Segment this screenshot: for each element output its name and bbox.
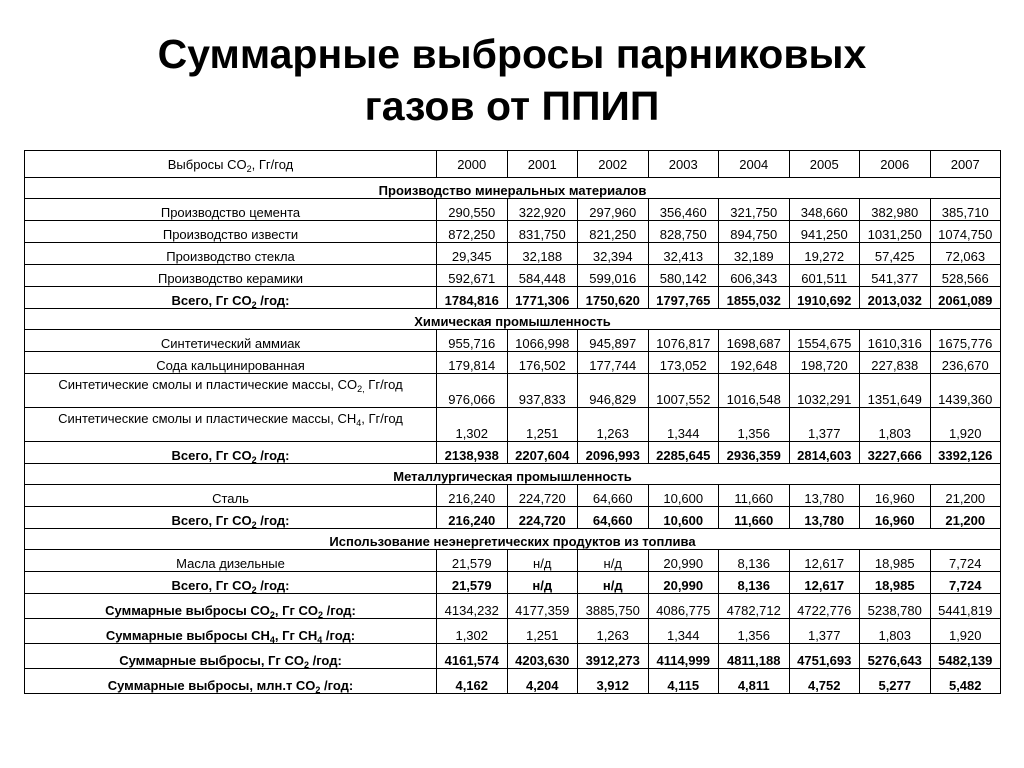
summary-value: 1,377	[789, 619, 860, 644]
total-value: 18,985	[860, 572, 931, 594]
total-row	[25, 572, 1001, 594]
value-cell: 976,066	[437, 374, 508, 408]
subscript: 2	[318, 610, 324, 619]
summary-value: 5441,819	[930, 594, 1001, 619]
summary-value: 4114,999	[648, 644, 719, 669]
subscript: 4	[356, 418, 362, 428]
summary-value: 1,344	[648, 619, 719, 644]
total-value: 64,660	[578, 507, 649, 529]
total-value: н/д	[578, 572, 649, 594]
total-value: 1771,306	[507, 287, 578, 309]
subscript: 4	[317, 635, 323, 644]
row-label: Сталь	[25, 485, 437, 507]
summary-value: 4134,232	[437, 594, 508, 619]
summary-value: 1,803	[860, 619, 931, 644]
label-text: /год:	[320, 678, 354, 693]
total-value: 1855,032	[719, 287, 790, 309]
value-cell: 19,272	[789, 243, 860, 265]
slide-title	[0, 28, 1024, 132]
total-value: н/д	[507, 572, 578, 594]
total-value: 20,990	[648, 572, 719, 594]
summary-value: 5276,643	[860, 644, 931, 669]
subscript: 2	[315, 685, 321, 694]
summary-value: 5482,139	[930, 644, 1001, 669]
label-text: Синтетические смолы и пластические массы, CO	[58, 377, 358, 392]
total-value: 7,724	[930, 572, 1001, 594]
label-text: , Гг CH	[274, 628, 318, 643]
subscript: 2	[246, 163, 252, 174]
row-label	[25, 408, 437, 442]
section-title: Производство минеральных материалов	[25, 178, 1001, 199]
row-label: Сода кальцинированная	[25, 352, 437, 374]
value-cell: 1,344	[648, 408, 719, 442]
year-header: 2007	[930, 151, 1001, 178]
row-label: Производство керамики	[25, 265, 437, 287]
section-row	[25, 178, 1001, 199]
value-cell: 16,960	[860, 485, 931, 507]
summary-value: 1,356	[719, 619, 790, 644]
total-value: 3227,666	[860, 442, 931, 464]
value-cell: 290,550	[437, 199, 508, 221]
value-cell: 382,980	[860, 199, 931, 221]
value-cell: 937,833	[507, 374, 578, 408]
value-cell: 18,985	[860, 550, 931, 572]
value-cell: 224,720	[507, 485, 578, 507]
value-cell: 179,814	[437, 352, 508, 374]
value-cell: 606,343	[719, 265, 790, 287]
value-cell: 599,016	[578, 265, 649, 287]
value-cell: 541,377	[860, 265, 931, 287]
total-value: 1750,620	[578, 287, 649, 309]
row-label: Производство извести	[25, 221, 437, 243]
value-cell: 356,460	[648, 199, 719, 221]
label-text: Всего, Гг CO	[171, 578, 252, 593]
value-cell: 72,063	[930, 243, 1001, 265]
value-cell: 894,750	[719, 221, 790, 243]
summary-value: 1,263	[578, 619, 649, 644]
value-cell: 32,188	[507, 243, 578, 265]
value-cell: 528,566	[930, 265, 1001, 287]
value-cell: 176,502	[507, 352, 578, 374]
label-text: Гг/год	[364, 377, 403, 392]
row-label: Производство стекла	[25, 243, 437, 265]
value-cell: 1,251	[507, 408, 578, 442]
value-cell: 227,838	[860, 352, 931, 374]
table-row	[25, 408, 1001, 442]
subscript: 4	[269, 635, 275, 644]
section-row	[25, 309, 1001, 330]
value-cell: 1,263	[578, 408, 649, 442]
total-label	[25, 287, 437, 309]
value-cell: н/д	[507, 550, 578, 572]
value-cell: 1,920	[930, 408, 1001, 442]
value-cell: 20,990	[648, 550, 719, 572]
value-cell: 1007,552	[648, 374, 719, 408]
value-cell: 11,660	[719, 485, 790, 507]
value-cell: 941,250	[789, 221, 860, 243]
summary-row	[25, 644, 1001, 669]
total-value: 21,579	[437, 572, 508, 594]
value-cell: 13,780	[789, 485, 860, 507]
total-label	[25, 507, 437, 529]
summary-value: 1,251	[507, 619, 578, 644]
summary-value: 4203,630	[507, 644, 578, 669]
table-row	[25, 243, 1001, 265]
total-value: 13,780	[789, 507, 860, 529]
row-label: Масла дизельные	[25, 550, 437, 572]
section-title: Металлургическая промышленность	[25, 464, 1001, 485]
summary-value: 4,204	[507, 669, 578, 694]
value-cell: 385,710	[930, 199, 1001, 221]
value-cell: 955,716	[437, 330, 508, 352]
summary-value: 4177,359	[507, 594, 578, 619]
total-value: 21,200	[930, 507, 1001, 529]
label-text: , Гг/год	[251, 156, 294, 172]
value-cell: 32,189	[719, 243, 790, 265]
label-text: Выбросы CO	[167, 156, 247, 172]
value-cell: 10,600	[648, 485, 719, 507]
table-row	[25, 330, 1001, 352]
value-cell: 1698,687	[719, 330, 790, 352]
value-cell: 1,302	[437, 408, 508, 442]
total-row	[25, 442, 1001, 464]
table-row	[25, 485, 1001, 507]
total-value: 16,960	[860, 507, 931, 529]
value-cell: 831,750	[507, 221, 578, 243]
value-cell: 29,345	[437, 243, 508, 265]
total-value: 2013,032	[860, 287, 931, 309]
subscript: 2	[251, 585, 257, 594]
summary-value: 5,277	[860, 669, 931, 694]
row-label: Синтетический аммиак	[25, 330, 437, 352]
table-row	[25, 352, 1001, 374]
total-value: 2061,089	[930, 287, 1001, 309]
label-text: Всего, Гг CO	[171, 448, 252, 463]
subscript: 2	[251, 300, 257, 309]
value-cell: 1016,548	[719, 374, 790, 408]
section-row	[25, 464, 1001, 485]
value-cell: 12,617	[789, 550, 860, 572]
summary-value: 5238,780	[860, 594, 931, 619]
value-cell: 1076,817	[648, 330, 719, 352]
value-cell: 321,750	[719, 199, 790, 221]
value-cell: 32,413	[648, 243, 719, 265]
summary-value: 3885,750	[578, 594, 649, 619]
year-header: 2002	[578, 151, 649, 178]
summary-value: 1,302	[437, 619, 508, 644]
value-cell: 1554,675	[789, 330, 860, 352]
label-text: Всего, Гг CO	[171, 293, 252, 308]
year-header: 2005	[789, 151, 860, 178]
value-cell: 198,720	[789, 352, 860, 374]
total-value: 8,136	[719, 572, 790, 594]
row-label	[25, 374, 437, 408]
section-row	[25, 529, 1001, 550]
table-row	[25, 199, 1001, 221]
value-cell: 945,897	[578, 330, 649, 352]
summary-value: 4,115	[648, 669, 719, 694]
total-value: 2285,645	[648, 442, 719, 464]
summary-value: 4751,693	[789, 644, 860, 669]
summary-value: 4811,188	[719, 644, 790, 669]
label-text: /год:	[256, 448, 290, 463]
value-cell: 64,660	[578, 485, 649, 507]
summary-value: 4,752	[789, 669, 860, 694]
value-cell: 592,671	[437, 265, 508, 287]
summary-value: 4782,712	[719, 594, 790, 619]
value-cell: 1,803	[860, 408, 931, 442]
total-value: 216,240	[437, 507, 508, 529]
table-row	[25, 221, 1001, 243]
value-cell: 322,920	[507, 199, 578, 221]
section-title: Химическая промышленность	[25, 309, 1001, 330]
summary-value: 4086,775	[648, 594, 719, 619]
summary-row	[25, 619, 1001, 644]
title-line-2: газов от ППИП	[364, 83, 660, 129]
year-header: 2001	[507, 151, 578, 178]
total-value: 1910,692	[789, 287, 860, 309]
total-value: 2207,604	[507, 442, 578, 464]
label-text: /год:	[308, 653, 342, 668]
summary-label	[25, 644, 437, 669]
label-text: , Гг/год	[361, 411, 403, 426]
value-cell: 173,052	[648, 352, 719, 374]
value-cell: 1,356	[719, 408, 790, 442]
summary-value: 3912,273	[578, 644, 649, 669]
total-value: 2936,359	[719, 442, 790, 464]
value-cell: 1351,649	[860, 374, 931, 408]
emissions-table	[24, 150, 1001, 694]
label-text: /год:	[256, 578, 290, 593]
value-cell: 21,579	[437, 550, 508, 572]
year-header: 2003	[648, 151, 719, 178]
table-row	[25, 550, 1001, 572]
value-cell: 584,448	[507, 265, 578, 287]
year-header: 2004	[719, 151, 790, 178]
value-cell: 1066,998	[507, 330, 578, 352]
value-cell: 21,200	[930, 485, 1001, 507]
summary-value: 4,162	[437, 669, 508, 694]
value-cell: 580,142	[648, 265, 719, 287]
row-label: Производство цемента	[25, 199, 437, 221]
subscript: 2,	[357, 384, 365, 394]
total-value: 12,617	[789, 572, 860, 594]
total-value: 1784,816	[437, 287, 508, 309]
label-text: /год:	[323, 603, 356, 618]
total-value: 2138,938	[437, 442, 508, 464]
table-row	[25, 265, 1001, 287]
table-header-row	[25, 151, 1001, 178]
value-cell: 7,724	[930, 550, 1001, 572]
value-cell: 57,425	[860, 243, 931, 265]
year-header: 2006	[860, 151, 931, 178]
label-text: /год:	[256, 293, 290, 308]
summary-value: 4722,776	[789, 594, 860, 619]
total-value: 2096,993	[578, 442, 649, 464]
label-text: Суммарные выбросы CO	[105, 603, 270, 618]
total-value: 1797,765	[648, 287, 719, 309]
summary-value: 4161,574	[437, 644, 508, 669]
value-cell: 1610,316	[860, 330, 931, 352]
value-cell: 1675,776	[930, 330, 1001, 352]
summary-value: 5,482	[930, 669, 1001, 694]
summary-label	[25, 619, 437, 644]
year-header: 2000	[437, 151, 508, 178]
subscript: 2	[303, 660, 309, 669]
summary-row	[25, 594, 1001, 619]
label-text: Синтетические смолы и пластические массы, CH	[58, 411, 357, 426]
title-line-1: Суммарные выбросы парниковых	[157, 31, 867, 77]
subscript: 2	[251, 520, 257, 529]
table-body	[25, 151, 1001, 694]
value-cell: 8,136	[719, 550, 790, 572]
label-text: , Гг CO	[274, 603, 319, 618]
value-cell: 1032,291	[789, 374, 860, 408]
subscript: 2	[251, 455, 257, 464]
value-cell: 601,511	[789, 265, 860, 287]
total-value: 2814,603	[789, 442, 860, 464]
value-cell: 828,750	[648, 221, 719, 243]
label-text: Суммарные выбросы CH	[105, 628, 270, 643]
summary-row	[25, 669, 1001, 694]
value-cell: 946,829	[578, 374, 649, 408]
total-value: 224,720	[507, 507, 578, 529]
label-text: /год:	[256, 513, 290, 528]
value-cell: 177,744	[578, 352, 649, 374]
section-title: Использование неэнергетических продуктов из топлива	[25, 529, 1001, 550]
value-cell: 297,960	[578, 199, 649, 221]
value-cell: 216,240	[437, 485, 508, 507]
label-text: /год:	[322, 628, 356, 643]
label-text: Всего, Гг CO	[171, 513, 252, 528]
summary-label	[25, 669, 437, 694]
total-value: 3392,126	[930, 442, 1001, 464]
value-cell: 821,250	[578, 221, 649, 243]
value-cell: 1439,360	[930, 374, 1001, 408]
summary-value: 3,912	[578, 669, 649, 694]
value-cell: 236,670	[930, 352, 1001, 374]
total-row	[25, 507, 1001, 529]
total-value: 11,660	[719, 507, 790, 529]
header-label	[25, 151, 437, 178]
value-cell: 1074,750	[930, 221, 1001, 243]
summary-label	[25, 594, 437, 619]
total-row	[25, 287, 1001, 309]
value-cell: н/д	[578, 550, 649, 572]
subscript: 2	[269, 610, 275, 619]
table-row	[25, 374, 1001, 408]
summary-value: 4,811	[719, 669, 790, 694]
value-cell: 1031,250	[860, 221, 931, 243]
total-label	[25, 572, 437, 594]
label-text: Суммарные выбросы, Гг CO	[119, 653, 304, 668]
value-cell: 32,394	[578, 243, 649, 265]
summary-value: 1,920	[930, 619, 1001, 644]
value-cell: 348,660	[789, 199, 860, 221]
value-cell: 872,250	[437, 221, 508, 243]
total-label	[25, 442, 437, 464]
value-cell: 192,648	[719, 352, 790, 374]
value-cell: 1,377	[789, 408, 860, 442]
label-text: Суммарные выбросы, млн.т CO	[107, 678, 316, 693]
total-value: 10,600	[648, 507, 719, 529]
